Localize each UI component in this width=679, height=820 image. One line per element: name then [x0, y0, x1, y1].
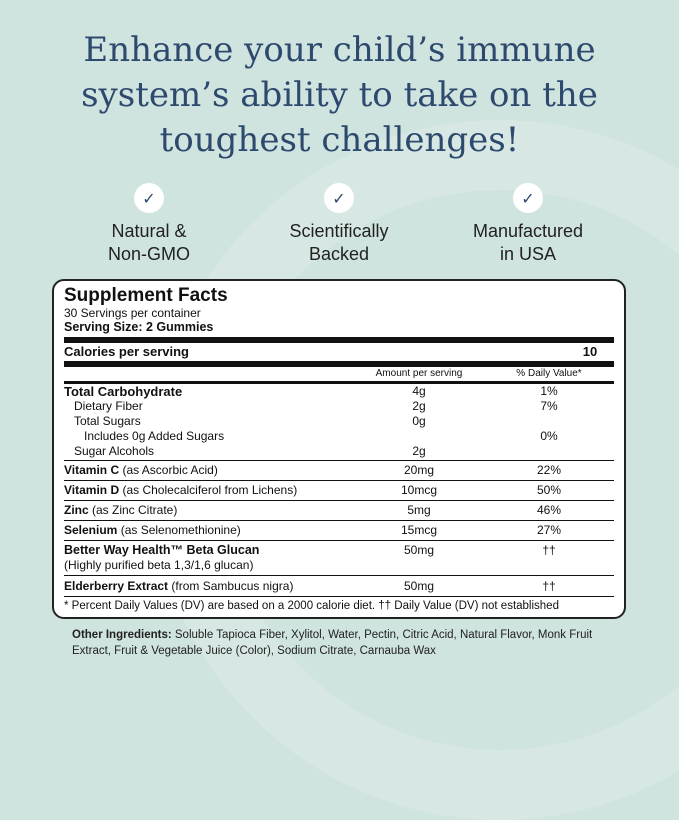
nutrient-dv: 0% — [540, 429, 558, 443]
nutrient-amount: 2g — [412, 444, 426, 458]
table-row — [64, 429, 614, 444]
nutrient-name: Selenium — [64, 523, 118, 537]
headline-line-3: toughest challenges! — [159, 120, 520, 160]
nutrient-source: (as Selenomethionine) — [117, 523, 241, 537]
nutrient-amount: 50mg — [403, 579, 435, 593]
table-row — [64, 414, 614, 429]
column-header-row — [64, 367, 614, 381]
calories-label: Calories per serving — [64, 344, 189, 359]
feature-usa — [438, 183, 618, 266]
table-row — [64, 480, 614, 500]
nutrient-dv: 50% — [536, 483, 562, 497]
nutrient-name: Includes 0g Added Sugars — [84, 429, 225, 443]
check-icon: ✓ — [134, 183, 164, 213]
table-row — [64, 575, 614, 596]
feature-label: Manufactured in USA — [472, 221, 584, 264]
nutrient-amount: 15mcg — [400, 523, 438, 537]
nutrient-name: Total Sugars — [74, 414, 141, 428]
nutrient-dv: 46% — [536, 503, 562, 517]
feature-label: Scientifically Backed — [289, 221, 389, 264]
serving-size: Serving Size: 2 Gummies — [64, 320, 214, 334]
nutrient-amount: 0g — [412, 414, 426, 428]
table-row — [64, 540, 614, 575]
table-row — [64, 444, 614, 460]
nutrient-amount: 20mg — [403, 463, 435, 477]
nutrient-dv: 27% — [536, 523, 562, 537]
nutrient-dv: 22% — [536, 463, 562, 477]
nutrient-amount: 10mcg — [400, 483, 438, 497]
facts-footnote: * Percent Daily Values (DV) are based on a 2000 calorie diet. †† Daily Value (DV) not established — [64, 596, 614, 614]
daily-value-header: % Daily Value* — [516, 368, 582, 379]
nutrient-name: Dietary Fiber — [74, 399, 143, 413]
nutrient-name: Vitamin C — [64, 463, 120, 477]
nutrient-amount: 4g — [412, 384, 426, 398]
nutrient-source: (from Sambucus nigra) — [168, 579, 294, 593]
check-icon: ✓ — [513, 183, 543, 213]
nutrient-name: Vitamin D — [64, 483, 120, 497]
nutrient-source: (as Cholecalciferol from Lichens) — [119, 483, 298, 497]
headline-line-2: system’s ability to take on the — [81, 75, 598, 115]
servings-per-container: 30 Servings per container — [64, 306, 201, 320]
table-row — [64, 399, 614, 414]
feature-label: Natural & Non-GMO — [107, 221, 190, 264]
table-row — [64, 520, 614, 540]
nutrient-name: Total Carbohydrate — [64, 384, 183, 399]
table-row — [64, 500, 614, 520]
nutrient-name: Better Way Health™ Beta Glucan — [64, 543, 260, 557]
ingredients-text: Soluble Tapioca Fiber, Xylitol, Water, Pectin, Citric Acid, Natural Flavor, Monk Fruit Extract, Fruit & Vegetable Juice (Color), Sodium Citrate, Carnauba Wax — [72, 629, 593, 657]
nutrient-dv: 1% — [540, 384, 558, 398]
nutrient-amount: 5mg — [407, 503, 431, 517]
ingredients-label: Other Ingredients: — [72, 629, 172, 641]
calories-row — [64, 343, 614, 360]
check-icon: ✓ — [324, 183, 354, 213]
nutrient-dv: †† — [542, 543, 556, 557]
feature-natural — [59, 183, 239, 266]
nutrient-dv: 7% — [540, 399, 558, 413]
feature-scientific — [249, 183, 429, 266]
nutrient-source: (as Zinc Citrate) — [88, 503, 178, 517]
supplement-facts-panel — [52, 279, 626, 619]
table-row — [64, 384, 614, 399]
calories-value: 10 — [582, 344, 598, 359]
nutrient-name: Zinc — [64, 503, 89, 517]
amount-header: Amount per serving — [375, 368, 463, 379]
headline-line-1: Enhance your child’s immune — [83, 30, 596, 70]
nutrient-amount: 50mg — [403, 543, 435, 557]
nutrient-source: (as Ascorbic Acid) — [119, 463, 218, 477]
nutrient-dv: †† — [542, 579, 556, 593]
other-ingredients — [72, 627, 632, 659]
nutrient-source: (Highly purified beta 1,3/1,6 glucan) — [64, 558, 254, 572]
nutrient-name: Elderberry Extract — [64, 579, 169, 593]
nutrient-amount: 2g — [412, 399, 426, 413]
headline — [0, 28, 679, 163]
nutrient-name: Sugar Alcohols — [74, 444, 155, 458]
facts-title: Supplement Facts — [64, 285, 228, 306]
table-row — [64, 460, 614, 480]
feature-list — [0, 183, 679, 273]
